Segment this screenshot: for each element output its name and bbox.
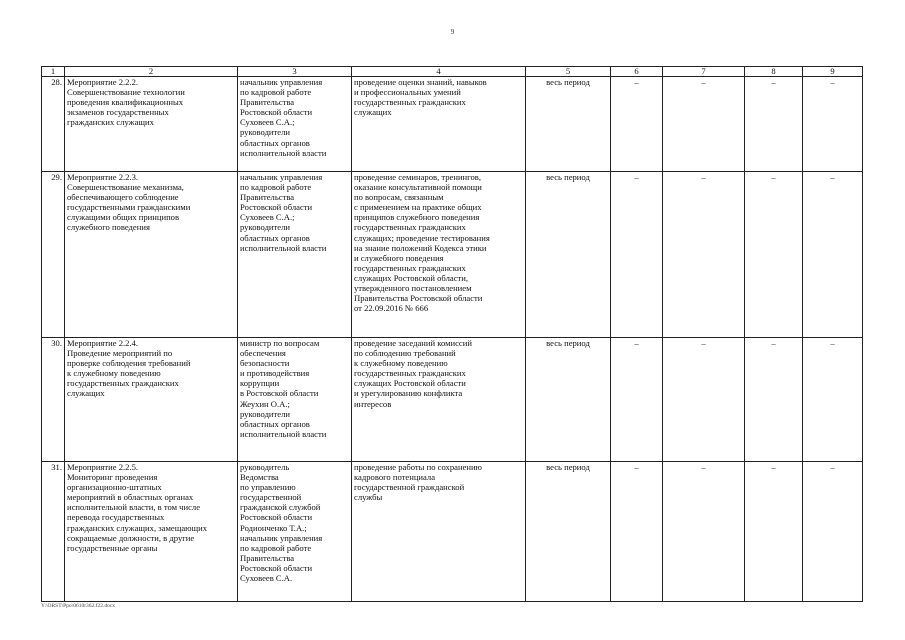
row-number: 30. — [42, 338, 65, 462]
responsible-cell — [238, 462, 352, 602]
period-cell: весь период — [526, 77, 611, 172]
result-cell-line: от 22.09.2016 № 666 — [354, 303, 429, 314]
responsible-cell-line: исполнительной власти — [240, 428, 327, 439]
activity-cell-line: Совершенствование технологии — [67, 87, 185, 98]
responsible-cell-line: Суховеев С.А. — [240, 573, 293, 584]
responsible-cell-line: Правительства — [240, 192, 295, 203]
row-number: 31. — [42, 462, 65, 602]
result-cell-line: на знание положений Кодекса этики — [354, 242, 487, 253]
column-number: 6 — [611, 67, 663, 77]
table-row — [42, 172, 863, 338]
activity-cell-line: исполнительной власти, в том числе — [67, 502, 201, 513]
activity-cell-line: гражданских служащих, замещающих — [67, 522, 208, 533]
result-cell-line: оказание консультативной помощи — [354, 182, 482, 193]
column-number: 1 — [42, 67, 65, 77]
result-cell — [352, 338, 526, 462]
activity-cell — [65, 77, 238, 172]
result-cell-line: утвержденного постановлением — [354, 283, 472, 294]
activity-cell-line: государственные органы — [67, 542, 158, 553]
activity-cell-line: Проведение мероприятий по — [67, 348, 173, 359]
result-cell-line: проведение работы по сохранению — [354, 462, 482, 472]
activity-cell-line: проверке соблюдения требований — [67, 358, 191, 369]
value-cell: – — [663, 338, 745, 462]
responsible-cell-line: Суховеев С.А.; — [240, 117, 295, 128]
result-cell-line: службы — [354, 492, 383, 503]
result-cell-line: государственных гражданских — [354, 222, 466, 233]
activity-cell-line: обеспечивающего соблюдение — [67, 192, 179, 203]
activity-cell-line: организационно-штатных — [67, 482, 162, 493]
responsible-cell-line: по кадровой работе — [240, 542, 312, 553]
responsible-cell-line: Ростовской области — [240, 107, 313, 118]
responsible-cell-line: руководители — [240, 408, 290, 419]
responsible-cell-line: по кадровой работе — [240, 87, 312, 98]
result-cell-line: по соблюдению требований — [354, 348, 456, 359]
activity-cell-line: Мониторинг проведения — [67, 472, 158, 483]
responsible-cell-line: Жеухин О.А.; — [240, 398, 290, 409]
result-cell-line: служащих Ростовской области — [354, 378, 466, 389]
responsible-cell-line: начальник управления — [240, 77, 323, 87]
column-number: 8 — [745, 67, 803, 77]
activity-cell-line: служебного поведения — [67, 222, 150, 233]
activity-cell-line: гражданских служащих — [67, 117, 154, 128]
responsible-cell-line: государственной — [240, 492, 302, 503]
responsible-cell-line: руководитель — [240, 462, 290, 472]
table-row — [42, 338, 863, 462]
result-cell-line: служащих; проведение тестирования — [354, 232, 490, 243]
period-cell: весь период — [526, 338, 611, 462]
result-cell-line: служащих Ростовской области, — [354, 272, 469, 283]
result-cell-line: принципов служебного поведения — [354, 212, 480, 223]
result-cell-line: и профессиональных умений — [354, 87, 461, 98]
responsible-cell-line: Ростовской области — [240, 202, 313, 213]
result-cell-line: государственной гражданской — [354, 482, 465, 493]
page-number: 9 — [450, 28, 455, 36]
row-number: 28. — [42, 77, 65, 172]
activity-cell-line: Мероприятие 2.2.4. — [67, 338, 139, 348]
activity-cell-line: экзаменов государственных — [67, 107, 169, 118]
result-cell-line: и служебного поведения — [354, 252, 444, 263]
result-cell-line: и урегулированию конфликта — [354, 388, 463, 399]
column-number: 4 — [352, 67, 526, 77]
result-cell-line: Правительства Ростовской области — [354, 293, 483, 304]
responsible-cell-line: и противодействия — [240, 368, 310, 379]
responsible-cell-line: Правительства — [240, 552, 295, 563]
responsible-cell-line: по кадровой работе — [240, 182, 312, 193]
responsible-cell-line: исполнительной власти — [240, 147, 327, 158]
responsible-cell-line: безопасности — [240, 358, 290, 369]
activity-cell-line: Совершенствование механизма, — [67, 182, 184, 193]
responsible-cell — [238, 338, 352, 462]
value-cell: – — [803, 338, 863, 462]
responsible-cell-line: начальник управления — [240, 532, 323, 543]
row-number: 29. — [42, 172, 65, 338]
value-cell: – — [611, 338, 663, 462]
responsible-cell-line: по управлению — [240, 482, 296, 493]
responsible-cell-line: гражданской службой — [240, 502, 321, 513]
result-cell-line: государственных гражданских — [354, 368, 466, 379]
result-cell-line: проведение семинаров, тренингов, — [354, 172, 481, 182]
result-cell — [352, 462, 526, 602]
responsible-cell-line: областных органов — [240, 232, 310, 243]
activity-cell — [65, 338, 238, 462]
activity-cell-line: государственными гражданскими — [67, 202, 191, 213]
period-cell: весь период — [526, 172, 611, 338]
responsible-cell-line: в Ростовской области — [240, 388, 319, 399]
column-number: 3 — [238, 67, 352, 77]
responsible-cell-line: исполнительной власти — [240, 242, 327, 253]
responsible-cell-line: коррупции — [240, 378, 280, 389]
column-number: 9 — [803, 67, 863, 77]
value-cell: – — [611, 462, 663, 602]
responsible-cell-line: Суховеев С.А.; — [240, 212, 295, 223]
result-cell-line: интересов — [354, 398, 392, 409]
value-cell: – — [745, 462, 803, 602]
value-cell: – — [745, 77, 803, 172]
responsible-cell-line: обеспечения — [240, 348, 286, 359]
measures-table — [41, 66, 863, 602]
result-cell-line: проведение оценки знаний, навыков — [354, 77, 487, 87]
activity-cell-line: Мероприятие 2.2.3. — [67, 172, 139, 182]
column-number: 7 — [663, 67, 745, 77]
result-cell-line: к служебному поведению — [354, 358, 448, 369]
table-row — [42, 462, 863, 602]
value-cell: – — [611, 172, 663, 338]
responsible-cell-line: руководители — [240, 222, 290, 233]
activity-cell-line: служащих — [67, 388, 105, 399]
value-cell: – — [803, 77, 863, 172]
column-number-row — [42, 67, 863, 77]
table-row — [42, 77, 863, 172]
responsible-cell-line: Ростовской области — [240, 512, 313, 523]
activity-cell-line: сокращаемые должности, в другие — [67, 532, 195, 543]
result-cell-line: с применением на практике общих — [354, 202, 482, 213]
result-cell-line: служащих — [354, 107, 392, 118]
activity-cell-line: перевода государственных — [67, 512, 165, 523]
responsible-cell — [238, 77, 352, 172]
result-cell-line: по вопросам, связанным — [354, 192, 444, 203]
activity-cell-line: Мероприятие 2.2.2. — [67, 77, 139, 87]
result-cell-line: проведение заседаний комиссий — [354, 338, 472, 348]
activity-cell-line: к служебному поведению — [67, 368, 161, 379]
responsible-cell-line: областных органов — [240, 418, 310, 429]
value-cell: – — [803, 462, 863, 602]
result-cell-line: кадрового потенциала — [354, 472, 436, 483]
responsible-cell-line: руководители — [240, 127, 290, 138]
column-number: 5 — [526, 67, 611, 77]
value-cell: – — [803, 172, 863, 338]
activity-cell — [65, 462, 238, 602]
activity-cell-line: Мероприятие 2.2.5. — [67, 462, 139, 472]
column-number: 2 — [65, 67, 238, 77]
responsible-cell-line: Ростовской области — [240, 562, 313, 573]
value-cell: – — [745, 172, 803, 338]
activity-cell-line: проведения квалификационных — [67, 97, 184, 108]
responsible-cell-line: областных органов — [240, 137, 310, 148]
activity-cell-line: мероприятий в областных органах — [67, 492, 194, 503]
responsible-cell-line: начальник управления — [240, 172, 323, 182]
responsible-cell-line: Родионченко Т.А.; — [240, 522, 307, 533]
value-cell: – — [663, 172, 745, 338]
responsible-cell — [238, 172, 352, 338]
period-cell: весь период — [526, 462, 611, 602]
result-cell-line: государственных гражданских — [354, 97, 466, 108]
value-cell: – — [663, 462, 745, 602]
responsible-cell-line: Правительства — [240, 97, 295, 108]
activity-cell-line: служащими общих принципов — [67, 212, 180, 223]
value-cell: – — [663, 77, 745, 172]
file-path-footer: Y:\ORST\Ppo\0610r362.f22.docx — [41, 603, 116, 609]
result-cell — [352, 172, 526, 338]
value-cell: – — [745, 338, 803, 462]
value-cell: – — [611, 77, 663, 172]
activity-cell-line: государственных гражданских — [67, 378, 179, 389]
responsible-cell-line: Ведомства — [240, 472, 279, 483]
activity-cell — [65, 172, 238, 338]
responsible-cell-line: министр по вопросам — [240, 338, 320, 348]
result-cell — [352, 77, 526, 172]
result-cell-line: государственных гражданских — [354, 262, 466, 273]
